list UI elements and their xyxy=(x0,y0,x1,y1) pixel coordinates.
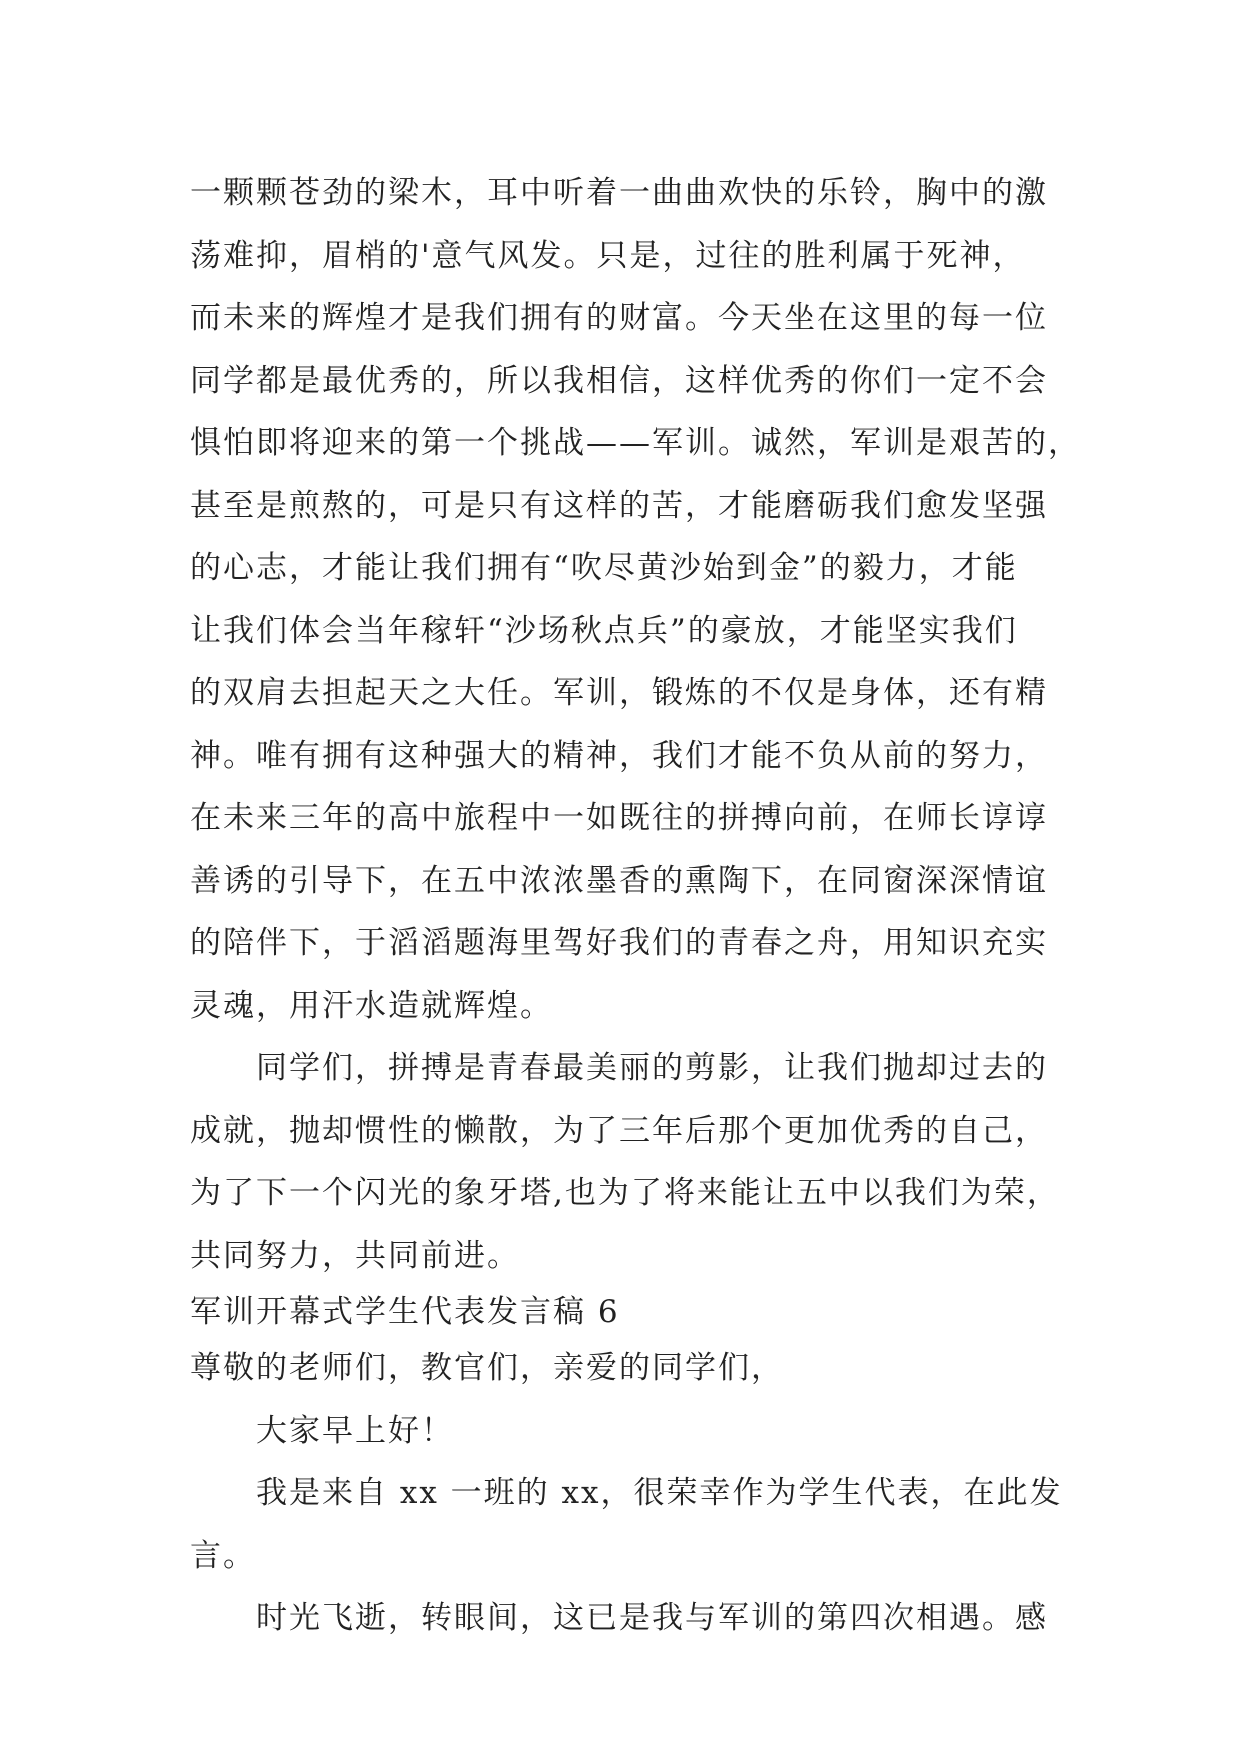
section-heading: 军训开幕式学生代表发言稿 6 xyxy=(190,1294,620,1330)
paragraph-line: 的心志，才能让我们拥有“吹尽黄沙始到金”的毅力，才能 xyxy=(190,550,1018,586)
paragraph-line: 的双肩去担起天之大任。军训，锻炼的不仅是身体，还有精 xyxy=(190,675,1048,711)
paragraph-line: 同学都是最优秀的，所以我相信，这样优秀的你们一定不会 xyxy=(190,362,1048,399)
paragraph-line: 让我们体会当年稼轩“沙场秋点兵”的豪放，才能坚实我们 xyxy=(190,612,1018,649)
greeting-line: 大家早上好！ xyxy=(256,1412,454,1449)
paragraph-line: 灵魂，用汗水造就辉煌。 xyxy=(190,987,553,1024)
paragraph-line: 成就，抛却惯性的懒散，为了三年后那个更加优秀的自己， xyxy=(190,1112,1048,1149)
paragraph-line: 荡难抑，眉梢的'意气风发。只是，过往的胜利属于死神， xyxy=(190,237,1026,274)
paragraph-line: 甚至是煎熬的，可是只有这样的苦，才能磨砺我们愈发坚强 xyxy=(190,487,1048,524)
paragraph-line: 在未来三年的高中旅程中一如既往的拼搏向前，在师长谆谆 xyxy=(190,800,1048,836)
paragraph-line: 善诱的引导下，在五中浓浓墨香的熏陶下，在同窗深深情谊 xyxy=(190,862,1048,899)
paragraph-line: 言。 xyxy=(190,1537,256,1574)
salutation-line: 尊敬的老师们，教官们，亲爱的同学们， xyxy=(190,1350,784,1386)
document-body xyxy=(190,162,1081,1650)
paragraph-line: 为了下一个闪光的象牙塔,也为了将来能让五中以我们为荣， xyxy=(190,1175,1060,1211)
paragraph-line: 惧怕即将迎来的第一个挑战——军训。诚然，军训是艰苦的， xyxy=(190,425,1081,461)
paragraph-line: 共同努力，共同前进。 xyxy=(190,1237,520,1274)
paragraph-line: 时光飞逝，转眼间，这已是我与军训的第四次相遇。感 xyxy=(256,1600,1048,1636)
paragraph-line: 而未来的辉煌才是我们拥有的财富。今天坐在这里的每一位 xyxy=(190,300,1048,336)
paragraph-line: 一颗颗苍劲的梁木，耳中听着一曲曲欢快的乐铃，胸中的激 xyxy=(190,175,1048,211)
paragraph-line: 的陪伴下，于滔滔题海里驾好我们的青春之舟，用知识充实 xyxy=(190,925,1048,961)
paragraph-line: 我是来自 xx 一班的 xx，很荣幸作为学生代表，在此发 xyxy=(256,1475,1063,1511)
paragraph-line: 神。唯有拥有这种强大的精神，我们才能不负从前的努力， xyxy=(190,737,1048,774)
paragraph-line: 同学们，拼搏是青春最美丽的剪影，让我们抛却过去的 xyxy=(256,1050,1048,1086)
